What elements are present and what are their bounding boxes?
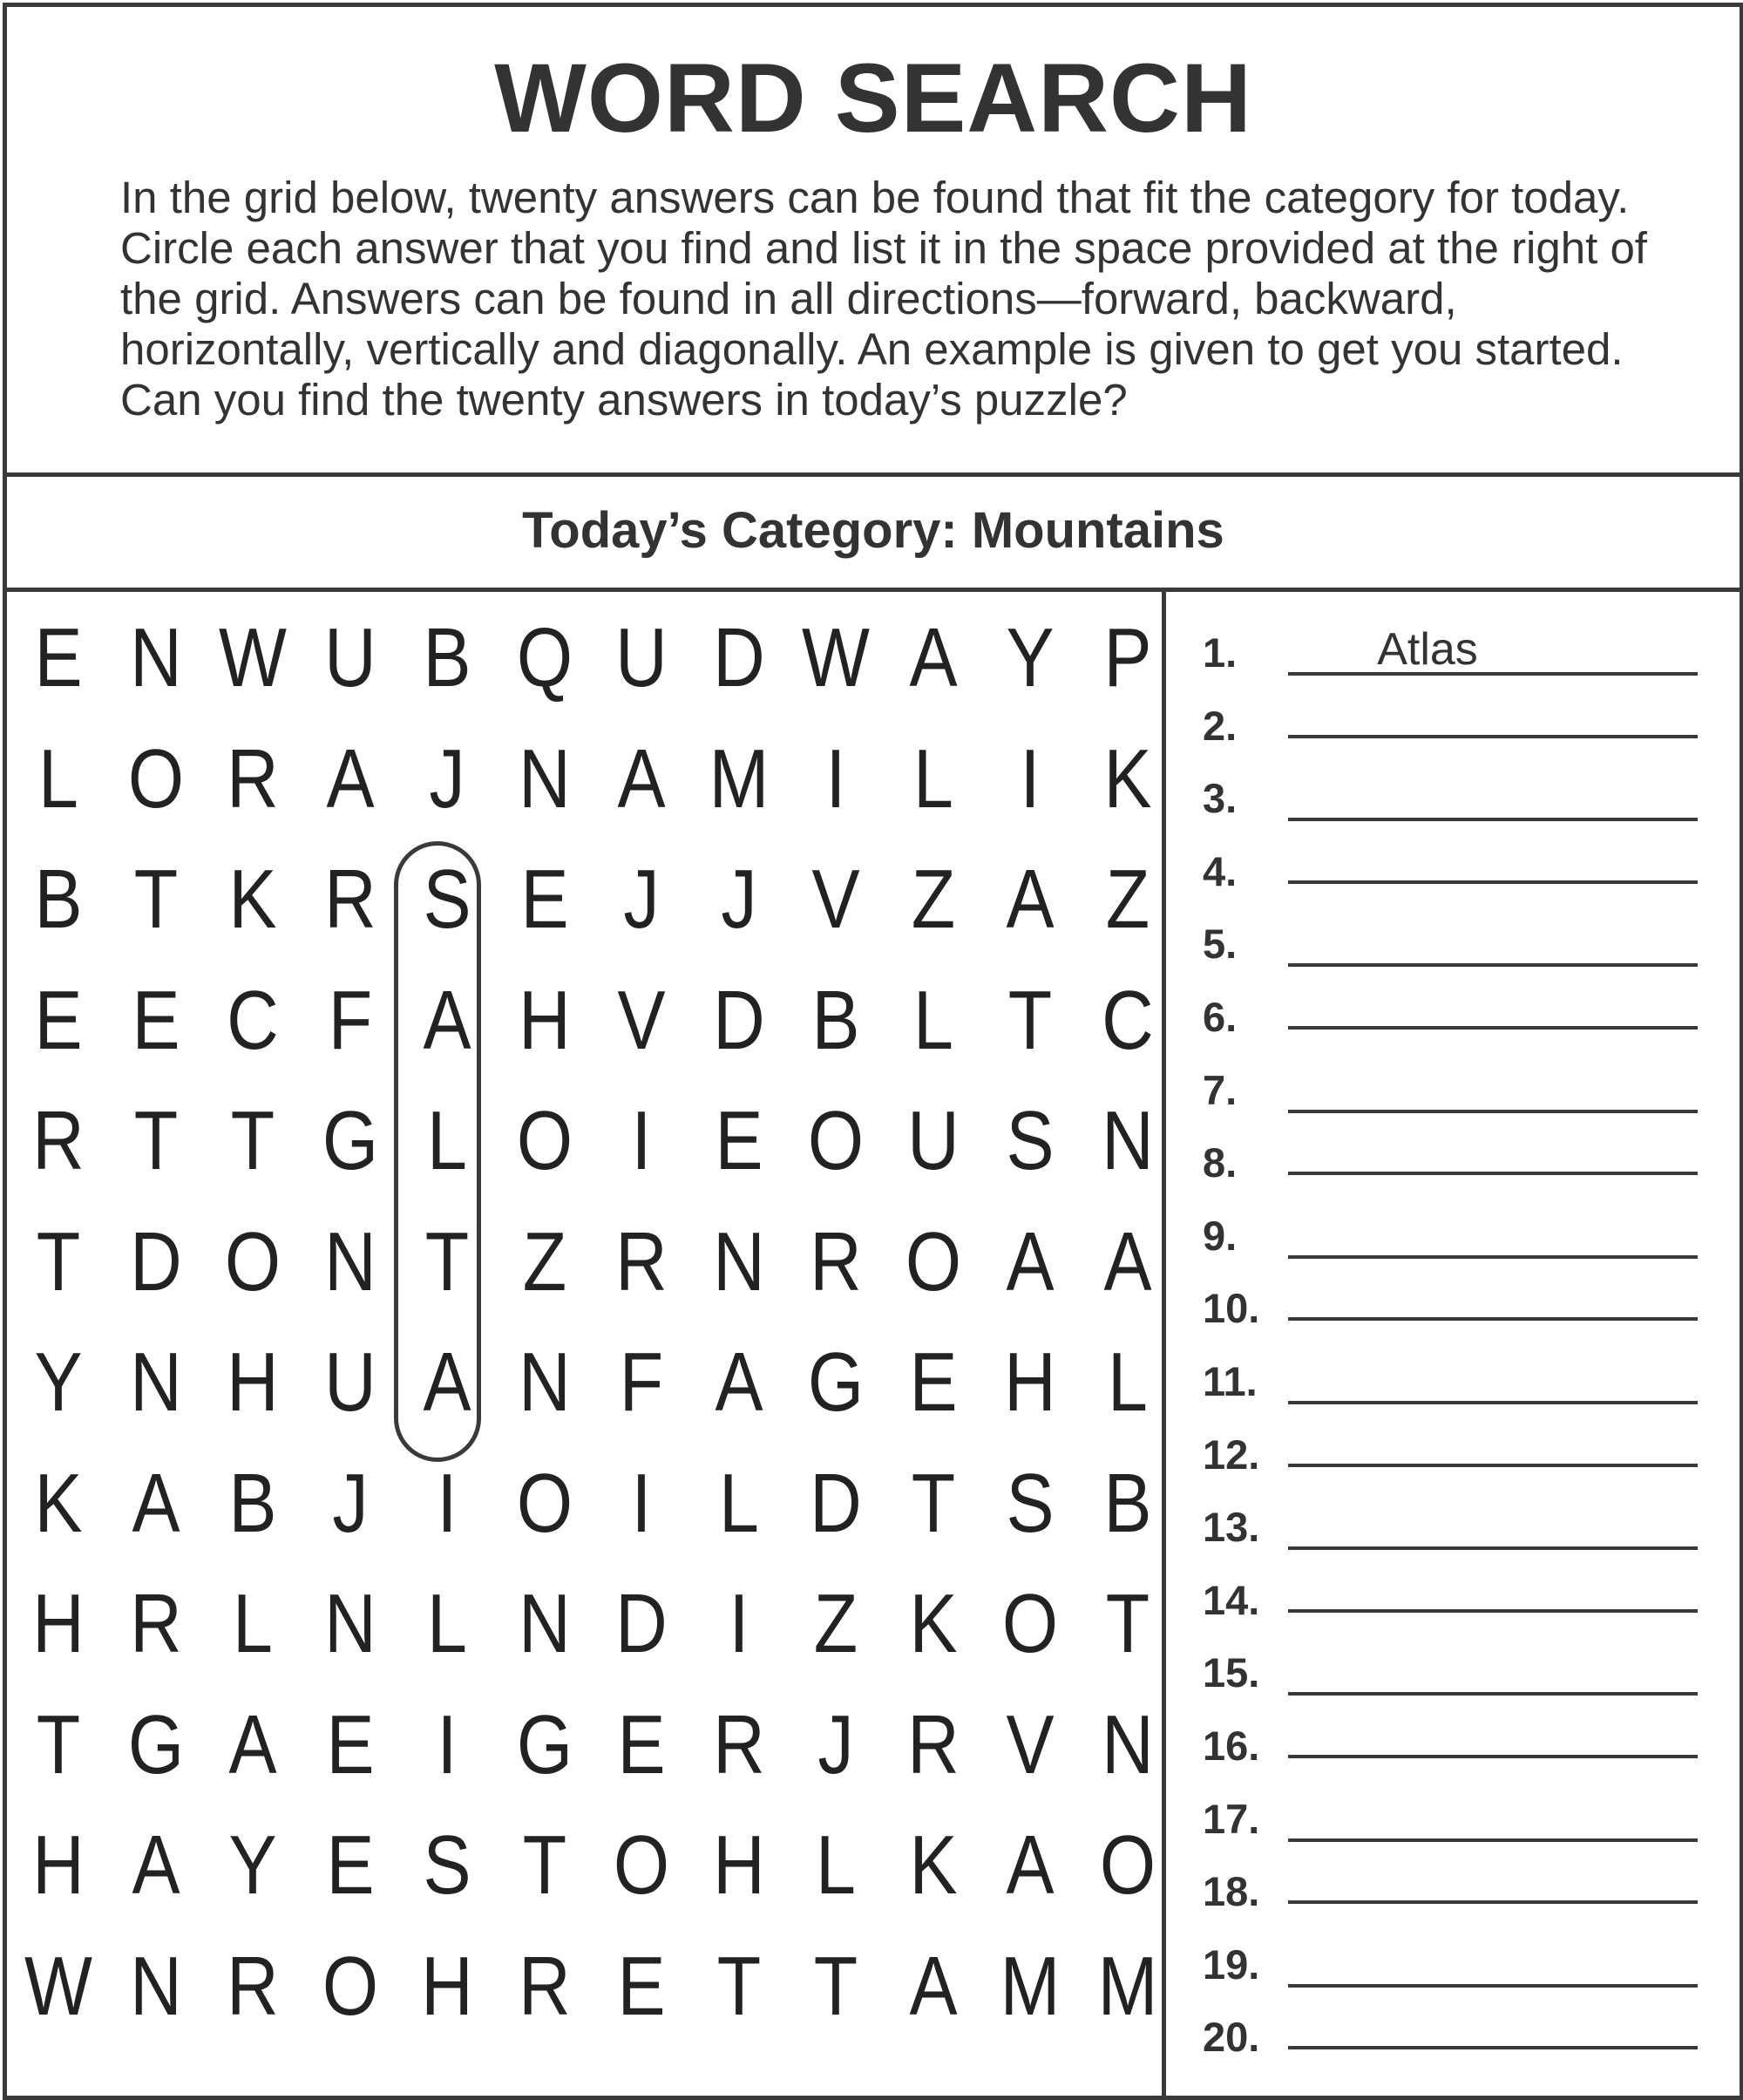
grid-letter[interactable]: D [129,1214,182,1308]
grid-letter[interactable]: A [131,1456,180,1550]
grid-letter[interactable]: I [729,1577,749,1670]
grid-letter[interactable]: J [720,853,757,946]
grid-letter[interactable]: M [1000,1939,1061,2033]
answer-blank-line[interactable] [1288,1464,1698,1467]
answer-row [1166,920,1740,993]
answer-blank-line[interactable] [1288,1692,1698,1696]
grid-letter[interactable]: U [323,611,376,704]
answer-number: 19. [1203,1940,1260,1988]
grid-letter[interactable]: Y [34,1335,83,1429]
answer-number: 8. [1203,1139,1238,1186]
answer-number: 3. [1203,775,1238,822]
grid-letter[interactable]: N [323,1577,376,1670]
grid-letter[interactable]: T [911,1456,955,1550]
answer-row [1166,774,1740,847]
grid-letter[interactable]: T [424,1214,470,1308]
answer-blank-line[interactable] [1288,1172,1698,1175]
puzzle-frame [3,3,1743,2100]
answer-blank-line[interactable] [1288,880,1698,884]
grid-letter[interactable]: E [34,973,83,1067]
grid-letter[interactable]: A [1006,1818,1055,1912]
page-title: WORD SEARCH [494,44,1252,153]
answer-blank-line[interactable] [1288,818,1698,821]
example-answer-circle [394,841,481,1462]
grid-letter[interactable]: V [811,853,860,946]
grid-letter[interactable]: K [228,853,277,946]
answer-number: 4. [1203,847,1238,894]
answer-blank-line[interactable] [1288,735,1698,738]
grid-letter[interactable]: K [1102,731,1152,826]
grid-letter[interactable]: H [421,1939,473,2033]
grid-letter[interactable]: S [423,853,471,946]
grid-letter[interactable]: R [323,853,376,946]
grid-letter[interactable]: A [325,731,375,826]
grid-letter[interactable]: I [631,1094,652,1187]
grid-letter[interactable]: A [714,1335,763,1429]
answer-row [1166,1066,1740,1139]
grid-letter[interactable]: D [615,1577,668,1670]
grid-letter[interactable]: H [1004,1335,1056,1429]
answer-number: 10. [1203,1285,1260,1332]
grid-letter[interactable]: R [906,1697,960,1791]
answer-row [1166,2013,1740,2086]
answer-number: 20. [1203,2014,1260,2061]
grid-letter[interactable]: R [615,1214,668,1308]
answer-blank-line[interactable] [1288,1900,1698,1904]
grid-letter[interactable]: H [712,1818,765,1912]
grid-letter[interactable]: T [522,1818,566,1912]
grid-letter[interactable]: L [816,1818,856,1912]
puzzle-header [7,7,1740,477]
grid-letter[interactable]: A [908,611,958,704]
grid-letter[interactable]: R [129,1577,182,1670]
grid-letter[interactable]: L [233,1577,273,1670]
category-label: Today’s Category: Mountains [522,502,1224,559]
answer-number: 2. [1203,702,1238,749]
grid-letter[interactable]: R [32,1094,85,1187]
grid-letter[interactable]: J [429,731,465,826]
grid-letter[interactable]: A [617,731,666,826]
answer-number: 9. [1203,1212,1238,1259]
instructions-text: In the grid below, twenty answers can be found that fit the category for today. Circle each answer that you find and list it in the space provided at the right of the grid. Answers can be found in all directions—forward, backward, horizontally, vertically and diagonally. An example is given to get you started. Can you find the twenty answers in today’s puzzle? [120,173,1647,425]
grid-letter[interactable]: B [1102,1456,1152,1550]
grid-letter[interactable]: S [1006,1456,1055,1550]
grid-letter[interactable]: L [912,973,953,1067]
grid-letter[interactable]: N [323,1214,376,1308]
grid-letter[interactable]: T [36,1697,81,1791]
grid-letter[interactable]: B [423,611,471,704]
grid-letter[interactable]: J [331,1456,369,1550]
answer-blank-line[interactable] [1288,1255,1698,1259]
grid-letter[interactable]: Z [911,853,955,946]
grid-letter[interactable]: A [423,973,471,1067]
grid-letter[interactable]: T [133,853,178,946]
answer-blank-line[interactable] [1288,1401,1698,1404]
grid-letter[interactable]: K [908,1577,958,1670]
grid-letter[interactable]: B [34,853,83,946]
letter-grid-area [7,592,1166,2096]
answer-row [1166,1357,1740,1431]
answer-row [1166,1795,1740,1868]
grid-letter[interactable]: M [1097,1939,1157,2033]
answer-blank-line[interactable] [1288,1110,1698,1113]
grid-letter[interactable]: K [34,1456,83,1550]
grid-letter[interactable]: Q [516,611,573,704]
answer-number: 5. [1203,921,1238,968]
answer-row [1166,1284,1740,1357]
grid-letter[interactable]: O [1099,1818,1156,1912]
grid-letter[interactable]: G [127,1697,184,1791]
grid-letter[interactable]: N [129,1939,182,2033]
grid-letter[interactable]: E [131,973,180,1067]
grid-letter[interactable]: U [906,1094,960,1187]
answer-row [1166,1648,1740,1722]
grid-letter[interactable]: T [813,1939,858,2033]
grid-letter[interactable]: N [518,731,571,826]
grid-letter[interactable]: D [712,611,765,704]
grid-letter[interactable]: A [1006,1214,1055,1308]
grid-letter[interactable]: Z [1105,853,1150,946]
answer-number: 12. [1203,1431,1260,1478]
grid-letter[interactable]: G [807,1335,865,1429]
grid-letter[interactable]: R [227,731,279,826]
grid-letter[interactable]: N [518,1577,571,1670]
grid-letter[interactable]: D [810,1456,862,1550]
grid-letter[interactable]: A [131,1818,180,1912]
grid-letter[interactable]: D [712,973,765,1067]
grid-letter[interactable]: O [613,1818,670,1912]
grid-letter[interactable]: S [1006,1094,1055,1187]
grid-letter[interactable]: F [619,1335,664,1429]
grid-letter[interactable]: W [24,1939,92,2033]
grid-letter[interactable]: H [32,1818,85,1912]
grid-letter[interactable]: B [228,1456,277,1550]
grid-letter[interactable]: W [219,611,287,704]
answer-row [1166,702,1740,775]
answer-blank-line[interactable] [1288,2046,1698,2049]
answer-row [1166,993,1740,1066]
answer-blank-line[interactable] [1288,1984,1698,1988]
grid-letter[interactable]: E [617,1697,666,1791]
answer-row [1166,1212,1740,1285]
answer-number: 14. [1203,1576,1260,1623]
grid-letter[interactable]: T [1105,1577,1150,1670]
grid-letter[interactable]: V [1006,1697,1055,1791]
grid-letter[interactable]: P [1102,611,1152,704]
grid-letter[interactable]: L [718,1456,759,1550]
answer-list [1166,592,1740,2096]
grid-letter[interactable]: V [617,973,666,1067]
grid-letter[interactable]: T [133,1094,178,1187]
grid-letter[interactable]: A [1102,1214,1152,1308]
answer-row [1166,1138,1740,1212]
grid-letter[interactable]: O [1001,1577,1059,1670]
answer-row [1166,1576,1740,1649]
grid-letter[interactable]: C [1101,973,1154,1067]
answer-number: 16. [1203,1723,1260,1769]
grid-letter[interactable]: N [1101,1697,1154,1791]
grid-letter[interactable]: I [631,1456,652,1550]
grid-letter[interactable]: C [227,973,279,1067]
answer-number: 1. [1203,629,1238,676]
answer-row [1166,1722,1740,1795]
grid-letter[interactable]: B [811,973,860,1067]
grid-letter[interactable]: E [325,1818,375,1912]
grid-letter[interactable]: G [322,1094,378,1187]
grid-letter[interactable]: E [908,1335,958,1429]
grid-letter[interactable]: H [518,973,571,1067]
answer-blank-line[interactable] [1288,963,1698,967]
answer-number: 11. [1203,1358,1258,1404]
grid-letter[interactable]: L [912,731,953,826]
grid-letter[interactable]: E [617,1939,666,2033]
grid-letter[interactable]: R [810,1214,862,1308]
answer-blank-line[interactable] [1288,1317,1698,1321]
grid-letter[interactable]: F [328,973,372,1067]
answer-blank-line[interactable] [1288,1838,1698,1842]
answer-number: 13. [1203,1504,1260,1551]
answer-blank-line[interactable] [1288,1609,1698,1613]
grid-letter[interactable]: J [817,1697,854,1791]
grid-letter[interactable]: L [1107,1335,1148,1429]
grid-letter[interactable]: I [437,1456,458,1550]
grid-letter[interactable]: N [129,1335,182,1429]
answer-number: 17. [1203,1795,1260,1842]
grid-letter[interactable]: U [615,611,668,704]
grid-letter[interactable]: A [1006,853,1055,946]
grid-letter[interactable]: Z [813,1577,858,1670]
grid-letter[interactable]: R [518,1939,571,2033]
answer-text: Atlas [1377,624,1478,675]
answer-blank-line[interactable] [1288,1755,1698,1758]
grid-letter[interactable]: I [437,1697,458,1791]
grid-letter[interactable]: T [716,1939,761,2033]
answer-number: 18. [1203,1868,1260,1915]
grid-letter[interactable]: M [709,731,769,826]
grid-letter[interactable]: S [423,1818,471,1912]
grid-letter[interactable]: T [230,1094,275,1187]
answer-number: 15. [1203,1649,1260,1696]
answer-row [1166,1503,1740,1576]
grid-letter[interactable]: E [325,1697,375,1791]
grid-letter[interactable]: R [712,1697,765,1791]
category-bar [7,477,1740,592]
grid-letter[interactable]: Y [1006,611,1055,704]
answer-row [1166,1431,1740,1504]
grid-letter[interactable]: N [518,1335,571,1429]
grid-letter[interactable]: U [323,1335,376,1429]
grid-letter[interactable]: Y [228,1818,277,1912]
grid-letter[interactable]: H [227,1335,279,1429]
grid-letter[interactable]: A [423,1335,471,1429]
letter-grid[interactable] [7,592,1162,2096]
grid-letter[interactable]: O [322,1939,378,2033]
grid-letter[interactable]: N [712,1214,765,1308]
grid-letter[interactable]: A [228,1697,277,1791]
grid-letter[interactable]: E [519,853,569,946]
grid-letter[interactable]: O [807,1094,865,1187]
answer-number: 6. [1203,994,1238,1040]
grid-letter[interactable]: E [34,611,83,704]
grid-letter[interactable]: E [714,1094,763,1187]
grid-letter[interactable]: N [1101,1094,1154,1187]
grid-letter[interactable]: O [516,1456,573,1550]
grid-letter[interactable]: G [516,1697,573,1791]
grid-letter[interactable]: A [908,1939,958,2033]
grid-letter[interactable]: Z [522,1214,566,1308]
grid-letter[interactable]: L [38,731,78,826]
grid-letter[interactable]: O [224,1214,281,1308]
grid-letter[interactable]: O [127,731,184,826]
grid-letter[interactable]: L [427,1094,467,1187]
answer-row [1166,1867,1740,1940]
grid-letter[interactable]: W [802,611,870,704]
answer-row [1166,847,1740,921]
grid-letter[interactable]: R [227,1939,279,2033]
grid-letter[interactable]: H [32,1577,85,1670]
answer-blank-line[interactable] [1288,1026,1698,1030]
grid-letter[interactable]: O [905,1214,961,1308]
grid-letter[interactable]: J [623,853,660,946]
grid-letter[interactable]: O [516,1094,573,1187]
grid-letter[interactable]: I [1020,731,1041,826]
grid-letter[interactable]: T [1007,973,1053,1067]
answer-blank-line[interactable] [1288,1546,1698,1550]
answer-number: 7. [1203,1066,1238,1113]
answer-row [1166,1940,1740,2014]
grid-letter[interactable]: I [825,731,846,826]
grid-letter[interactable]: L [427,1577,467,1670]
grid-letter[interactable]: N [129,611,182,704]
grid-letter[interactable]: T [36,1214,81,1308]
answer-row [1166,624,1740,702]
grid-letter[interactable]: K [908,1818,958,1912]
